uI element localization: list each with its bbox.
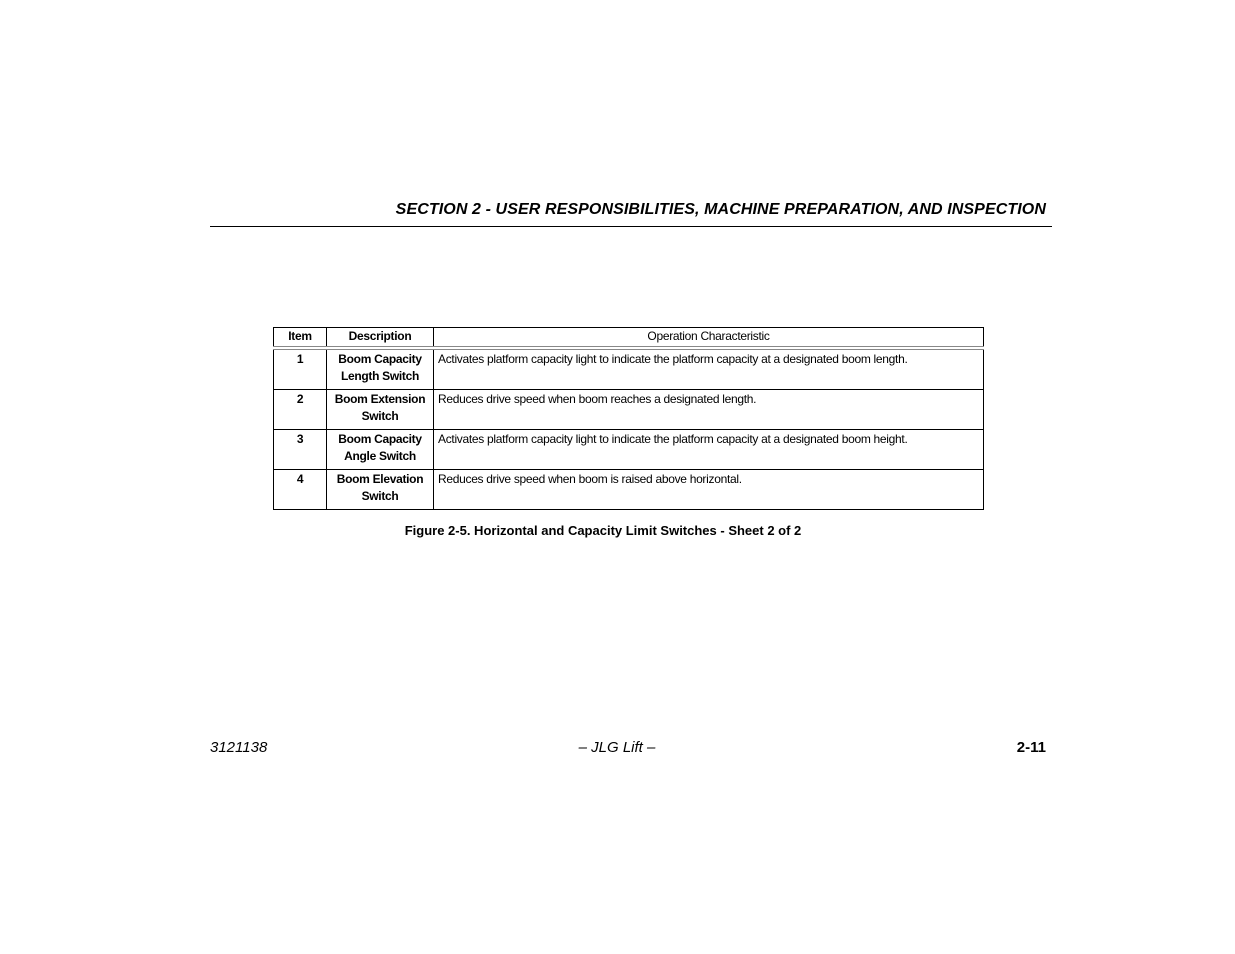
table-header-row	[274, 328, 984, 349]
table-row	[274, 430, 984, 470]
row-operation: Activates platform capacity light to indicate the platform capacity at a designated boom length.	[434, 348, 984, 390]
row-description: Boom Extension Switch	[327, 390, 434, 430]
row-description: Boom Capacity Length Switch	[327, 348, 434, 390]
table-row	[274, 390, 984, 430]
row-description: Boom Capacity Angle Switch	[327, 430, 434, 470]
column-header-operation: Operation Characteristic	[434, 328, 984, 349]
header-divider	[210, 226, 1052, 227]
row-operation: Reduces drive speed when boom is raised above horizontal.	[434, 470, 984, 510]
limit-switch-table	[273, 327, 984, 510]
section-title: SECTION 2 - USER RESPONSIBILITIES, MACHINE PREPARATION, AND INSPECTION	[395, 201, 1046, 218]
row-item-number: 2	[274, 390, 327, 430]
row-description: Boom Elevation Switch	[327, 470, 434, 510]
row-item-number: 3	[274, 430, 327, 470]
column-header-item: Item	[274, 328, 327, 349]
footer-brand: – JLG Lift –	[578, 739, 656, 756]
column-header-description: Description	[327, 328, 434, 349]
row-item-number: 1	[274, 348, 327, 390]
figure-caption: Figure 2-5. Horizontal and Capacity Limit Switches - Sheet 2 of 2	[404, 523, 802, 538]
table-row	[274, 348, 984, 390]
row-item-number: 4	[274, 470, 327, 510]
row-operation: Reduces drive speed when boom reaches a designated length.	[434, 390, 984, 430]
footer-doc-number: 3121138	[210, 739, 268, 756]
row-operation: Activates platform capacity light to indicate the platform capacity at a designated boom height.	[434, 430, 984, 470]
footer-page-number: 2-11	[1016, 739, 1046, 756]
table-row	[274, 470, 984, 510]
